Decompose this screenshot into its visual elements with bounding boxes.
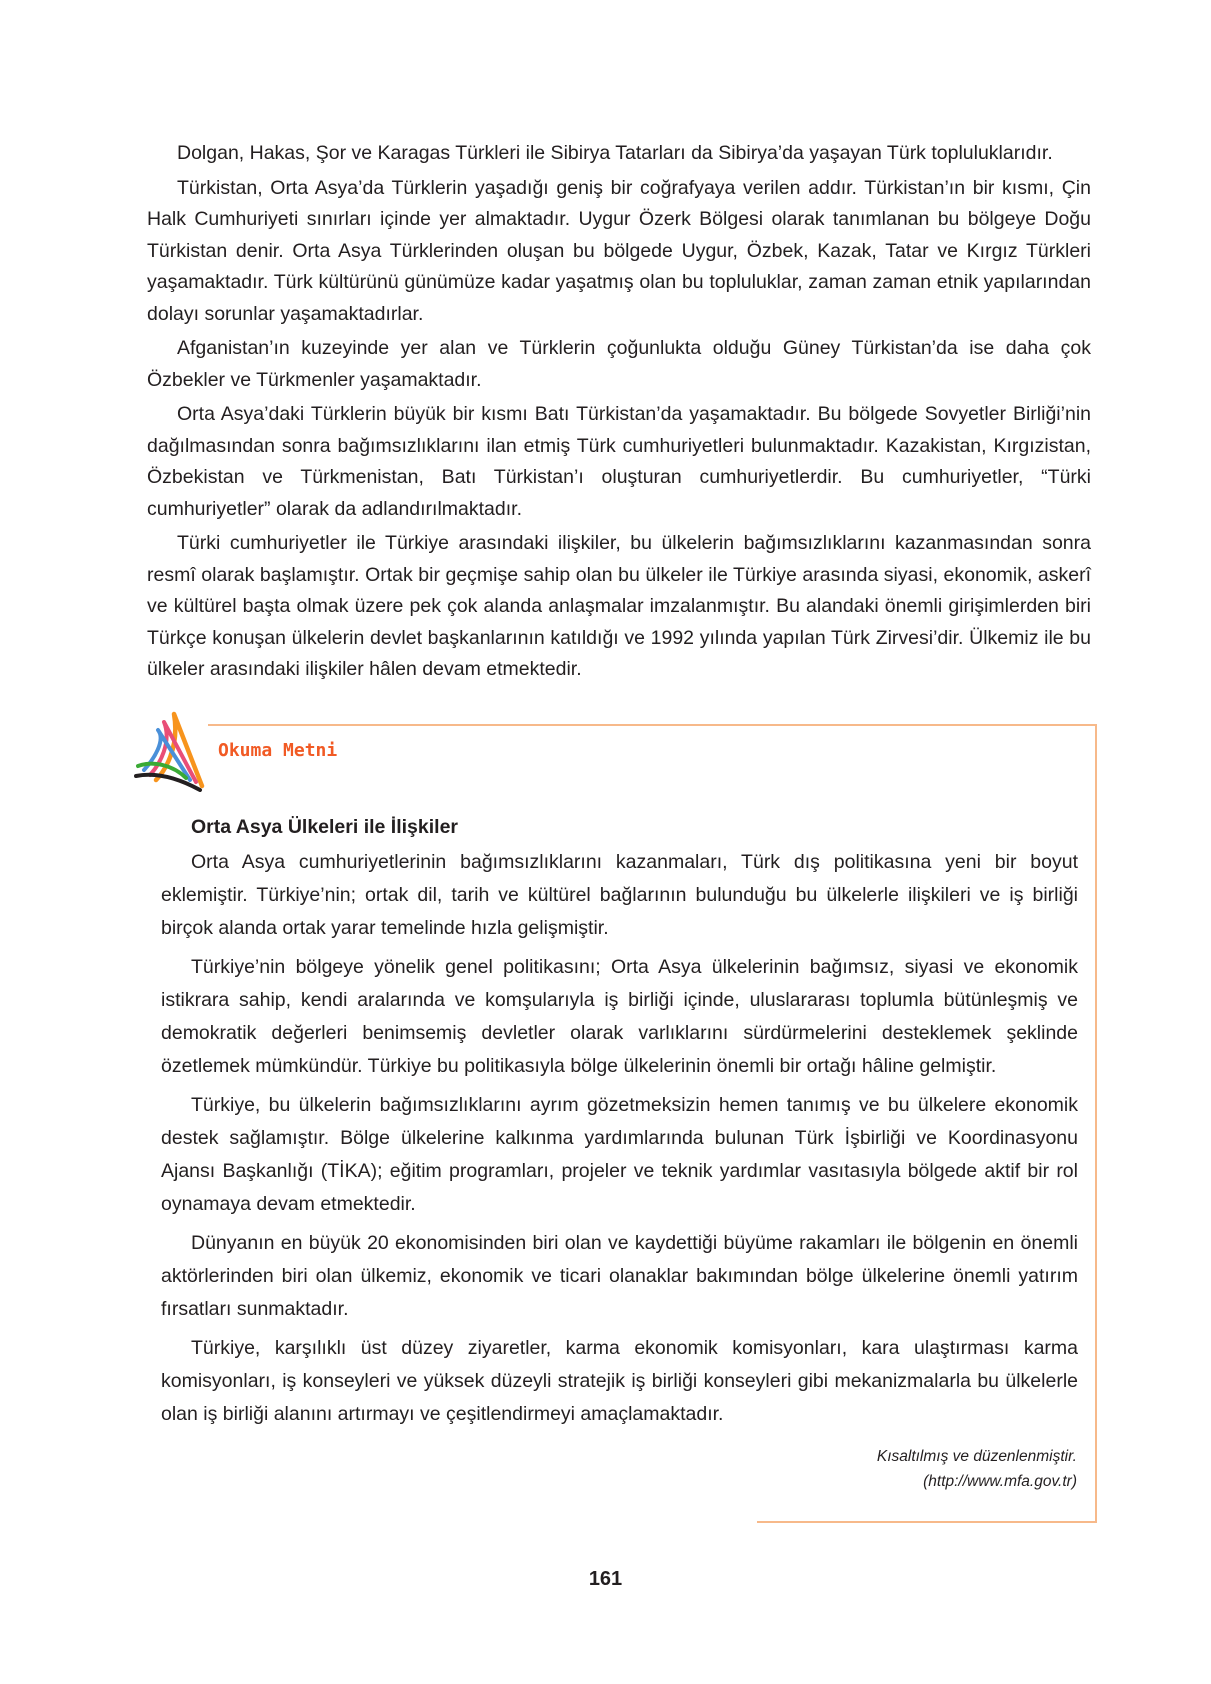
reading-box-frame-right [1095, 724, 1097, 1523]
main-paragraph-4: Orta Asya’daki Türklerin büyük bir kısmı Batı Türkistan’da yaşamaktadır. Bu bölgede Sovyetler Birliği’nin dağılmasından sonra bağımsızlıklarını ilan etmiş Türk cumhuriyetleri bulunmaktadır. Kazakistan, Kırgızistan, Özbekistan ve Türkmenistan, Batı Türkistan’ı oluşturan cumhuriyetlerdir. Bu cumhuriyetler, “Türki cumhuriyetler” olarak da adlandırılmaktadır. [147, 403, 1091, 520]
main-paragraph-3: Afganistan’ın kuzeyinde yer alan ve Türklerin çoğunlukta olduğu Güney Türkistan’da ise daha çok Özbekler ve Türkmenler yaşamaktadır. [147, 337, 1091, 391]
reading-box-frame-bottom [757, 1521, 1097, 1523]
reading-box-label: Okuma Metni [218, 740, 338, 761]
reading-box-title: Orta Asya Ülkeleri ile İlişkiler [191, 816, 459, 838]
main-text [147, 138, 1091, 689]
reading-paragraph-2: Türkiye’nin bölgeye yönelik genel politikasını; Orta Asya ülkelerinin bağımsız, siyasi ve ekonomik istikrara sahip, kendi aralarında ve komşularıyla iş birliği içinde, uluslararası toplumla bütünleşmiş ve demokratik değerleri benimsemiş devletler olarak varlıklarını sürdürmelerini desteklemek şeklinde özetlemek mümkündür. Türkiye bu politikasıyla bölge ülkelerinin önemli bir ortağı hâline gelmiştir. [161, 956, 1078, 1077]
main-paragraph-5: Türki cumhuriyetler ile Türkiye arasındaki ilişkiler, bu ülkelerin bağımsızlıklarını kazanmasından sonra resmî olarak başlamıştır. Ortak bir geçmişe sahip olan bu ülkeler ile Türkiye arasında siyasi, ekonomik, askerî ve kültürel başta olmak üzere pek çok alanda anlaşmalar imzalanmıştır. Bu alandaki önemli girişimlerden biri Türkçe konuşan ülkelerin devlet başkanlarının katıldığı ve 1992 yılında yapılan Türk Zirvesi’dir. Ülkemiz ile bu ülkeler arasındaki ilişkiler hâlen devam etmektedir. [147, 532, 1091, 680]
reading-box-content [161, 812, 1078, 1437]
main-paragraph-1: Dolgan, Hakas, Şor ve Karagas Türkleri ile Sibirya Tatarları da Sibirya’da yaşayan Türk topluluklarıdır. [177, 142, 1053, 164]
page-number: 161 [588, 1568, 623, 1590]
main-paragraph-2: Türkistan, Orta Asya’da Türklerin yaşadığı geniş bir coğrafyaya verilen addır. Türkistan’ın bir kısmı, Çin Halk Cumhuriyeti sınırları içinde yer almaktadır. Uygur Özerk Bölgesi olarak tanımlanan bu bölgeye Doğu Türkistan denir. Orta Asya Türklerinden oluşan bu bölgede Uygur, Özbek, Kazak, Tatar ve Kırgız Türkleri yaşamaktadır. Türk kültürünü günümüze kadar yaşatmış olan bu topluluklar, zaman zaman etnik yapılarından dolayı sorunlar yaşamaktadırlar. [147, 176, 1091, 325]
source-citation [877, 1444, 1077, 1494]
source-note: Kısaltılmış ve düzenlenmiştir. [876, 1448, 1077, 1465]
reading-paragraph-4: Dünyanın en büyük 20 ekonomisinden biri olan ve kaydettiği büyüme rakamları ile bölgenin en önemli aktörlerinden biri olan ülkemiz, ekonomik ve ticari olanaklar bakımından bölge ülkelerine önemli yatırım fırsatları sunmaktadır. [161, 1232, 1078, 1320]
reading-box-frame-top [208, 724, 1097, 726]
source-url: (http://www.mfa.gov.tr) [923, 1473, 1077, 1490]
reading-paragraph-3: Türkiye, bu ülkelerin bağımsızlıklarını ayrım gözetmeksizin hemen tanımış ve bu ülkelere ekonomik destek sağlamıştır. Bölge ülkelerine kalkınma yardımlarında bulunan Türk İşbirliği ve Koordinasyonu Ajansı Başkanlığı (TİKA); eğitim programları, projeler ve teknik yardımlar vasıtasıyla bölgede aktif bir rol oynamaya devam etmektedir. [161, 1094, 1078, 1215]
reading-paragraph-5: Türkiye, karşılıklı üst düzey ziyaretler, karma ekonomik komisyonları, kara ulaştırması karma komisyonları, iş konseyleri ve yüksek düzeyli stratejik iş birliği konseyleri gibi mekanizmalarla bu ülkelerle olan iş birliği alanını artırmayı ve çeşitlendirmeyi amaçlamaktadır. [161, 1337, 1078, 1425]
reading-paragraph-1: Orta Asya cumhuriyetlerinin bağımsızlıklarını kazanmaları, Türk dış politikasına yeni bir boyut eklemiştir. Türkiye’nin; ortak dil, tarih ve kültürel bağlarının bulunduğu bu ülkelerle ilişkileri ve iş birliği birçok alanda ortak yarar temelinde hızla gelişmiştir. [161, 851, 1078, 939]
book-icon [134, 702, 206, 792]
